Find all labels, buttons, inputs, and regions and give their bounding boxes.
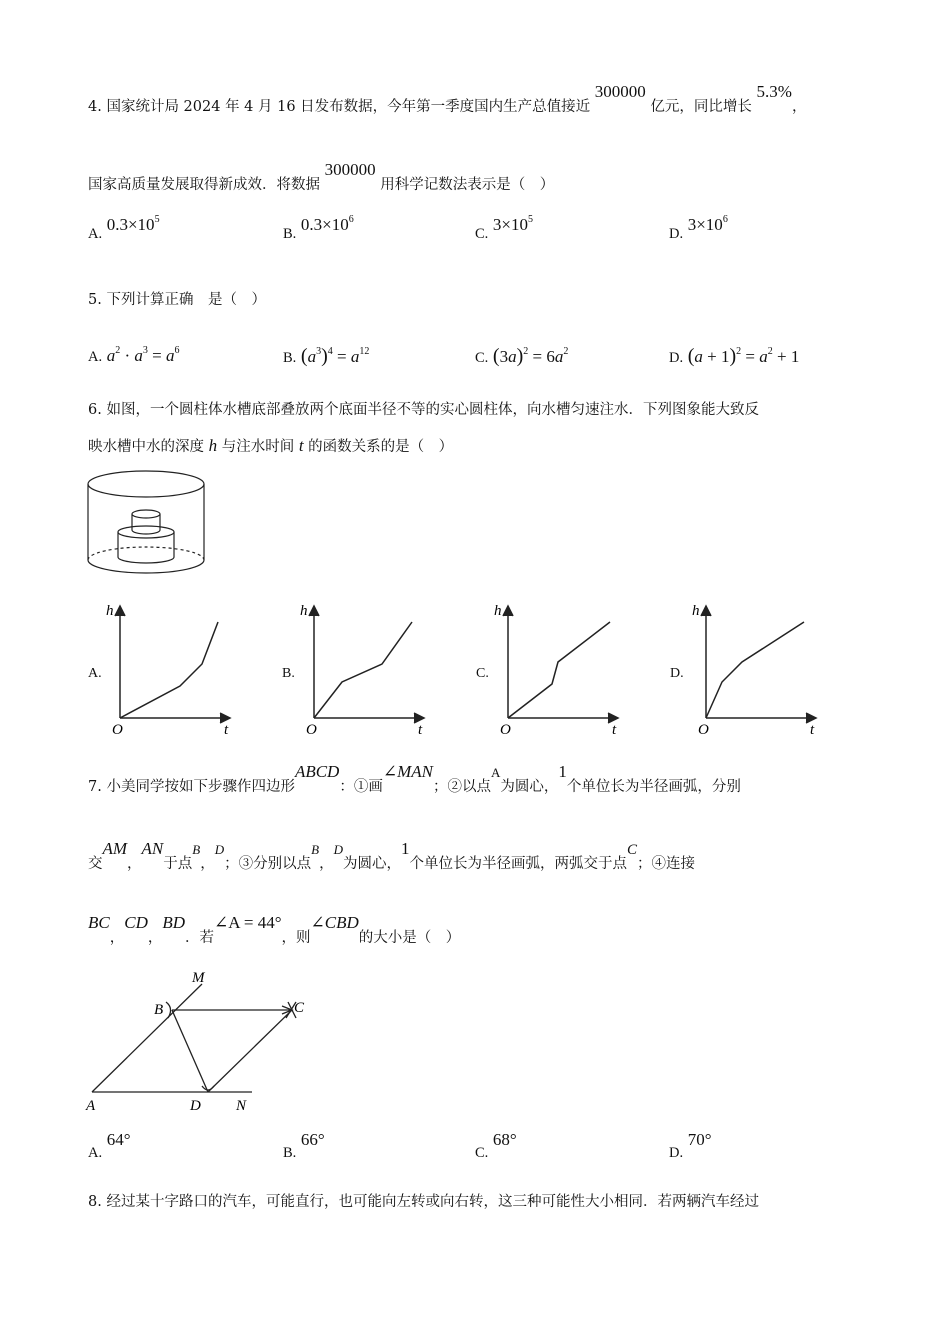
option-value: 70° [687, 1130, 712, 1149]
q6-graph-label-b: B. [282, 666, 295, 681]
axis-h-label: h [692, 603, 700, 619]
q7-line3: BC，CD，BD．若∠A = 44°，则∠CBD的大小是（ ） [88, 913, 461, 946]
q6-graph-d[interactable] [686, 600, 826, 740]
q6-graph-label-a: A. [88, 666, 102, 681]
option-value: $(a^3)^4 = a^{12}$ [300, 345, 370, 367]
option-label: A. [88, 1145, 103, 1161]
axis-h-label: h [494, 603, 502, 619]
q4-option-b[interactable] [283, 214, 354, 243]
point-d: D [190, 1098, 201, 1114]
q8-line1: 8. 经过某十字路口的汽车，可能直行，也可能向左转或向右转，这三种可能性大小相同．若两辆汽车经过 [88, 1194, 759, 1210]
var-t: t [298, 436, 304, 455]
option-label: A. [88, 226, 103, 242]
axis-origin-label: O [500, 722, 511, 738]
q4-number: 300000 [594, 82, 646, 101]
q4-option-a[interactable] [88, 214, 160, 243]
option-value: $0.3\times 10^6$ [300, 214, 354, 234]
q7-geometry-figure [84, 962, 324, 1122]
option-label: C. [475, 226, 489, 242]
angle-a: ∠A = 44° [214, 913, 282, 932]
q4-line2 [88, 160, 555, 194]
point-n: N [236, 1098, 247, 1114]
q4-line1 [88, 82, 807, 116]
q5-stem: 5. 下列计算正确 是（ ） [88, 292, 266, 308]
q7-option-a[interactable] [88, 1130, 131, 1162]
q4-text: 4. 国家统计局 2024 年 4 月 16 日发布数据，今年第一季度国内生产总值接近 [88, 99, 591, 115]
option-label: D. [669, 1145, 684, 1161]
q4-text: 用科学记数法表示是（ ） [380, 177, 555, 193]
option-value: $3\times 10^5$ [492, 214, 533, 234]
q4-option-d[interactable] [669, 214, 728, 243]
graph-curve [314, 622, 412, 718]
point-b: B [154, 1002, 164, 1018]
q7-option-b[interactable] [283, 1130, 325, 1162]
q4-percent: 5.3% [756, 82, 792, 101]
option-value: $(a + 1)^2 = a^2 + 1$ [687, 345, 800, 367]
q7-line1: 7. 小美同学按如下步骤作四边形ABCD：①画∠MAN；②以点A为圆心，1个单位长为半径画弧，分别 [88, 762, 741, 795]
q4-text: 国家高质量发展取得新成效．将数据 [88, 177, 320, 193]
angle-man: ∠MAN [382, 762, 433, 781]
point-a: A [86, 1098, 96, 1114]
option-value: 66° [300, 1130, 325, 1149]
q4-comma: ， [791, 99, 807, 115]
option-label: B. [283, 1145, 297, 1161]
option-value: $0.3\times 10^5$ [106, 214, 160, 234]
axis-origin-label: O [698, 722, 709, 738]
point-m: M [192, 970, 205, 986]
option-label: D. [669, 350, 684, 366]
q6-graph-a[interactable] [100, 600, 240, 740]
option-value: $(3a)^2 = 6a^2$ [492, 345, 569, 367]
option-value: 68° [492, 1130, 517, 1149]
q6-line2: 映水槽中水的深度 h 与注水时间 t 的函数关系的是（ ） [88, 436, 454, 455]
q5-option-c[interactable] [475, 345, 568, 368]
q4-text: 亿元，同比增长 [650, 99, 752, 115]
q6-line1: 6. 如图，一个圆柱体水槽底部叠放两个底面半径不等的实心圆柱体，向水槽匀速注水．下列图象能大致反 [88, 402, 759, 418]
axis-h-label: h [106, 603, 114, 619]
graph-curve [120, 622, 218, 718]
axis-origin-label: O [306, 722, 317, 738]
graph-curve [508, 622, 610, 718]
q4-option-c[interactable] [475, 214, 533, 243]
q6-graph-c[interactable] [488, 600, 628, 740]
option-label: C. [475, 350, 489, 366]
water-tank-figure [84, 462, 214, 582]
q4-number: 300000 [324, 160, 376, 179]
axis-t-label: t [418, 722, 423, 738]
var-h: h [208, 436, 218, 455]
axis-t-label: t [224, 722, 229, 738]
quad-abcd: ABCD [294, 762, 340, 781]
option-label: B. [283, 226, 297, 242]
axis-h-label: h [300, 603, 308, 619]
option-label: B. [283, 350, 297, 366]
option-label: A. [88, 349, 103, 365]
q7-option-c[interactable] [475, 1130, 517, 1162]
option-value: $a^2 \cdot a^3 = a^6$ [106, 345, 180, 365]
option-value: 64° [106, 1130, 131, 1149]
q5-option-a[interactable] [88, 345, 179, 366]
point-c: C [294, 1000, 305, 1016]
option-value: $3\times 10^6$ [687, 214, 728, 234]
q6-graph-label-c: C. [476, 666, 489, 681]
axis-t-label: t [612, 722, 617, 738]
angle-cbd: ∠CBD [310, 913, 359, 932]
option-label: D. [669, 226, 684, 242]
q6-graph-label-d: D. [670, 666, 684, 681]
q5-option-d[interactable] [669, 345, 799, 368]
option-label: C. [475, 1145, 489, 1161]
q7-line2: 交AM，AN于点B，D；③分别以点B，D为圆心，1个单位长为半径画弧，两弧交于点C；④连接 [88, 839, 695, 872]
q5-option-b[interactable] [283, 345, 369, 368]
q6-graph-b[interactable] [294, 600, 434, 740]
axis-t-label: t [810, 722, 815, 738]
graph-curve [706, 622, 804, 718]
axis-origin-label: O [112, 722, 123, 738]
q7-option-d[interactable] [669, 1130, 712, 1162]
